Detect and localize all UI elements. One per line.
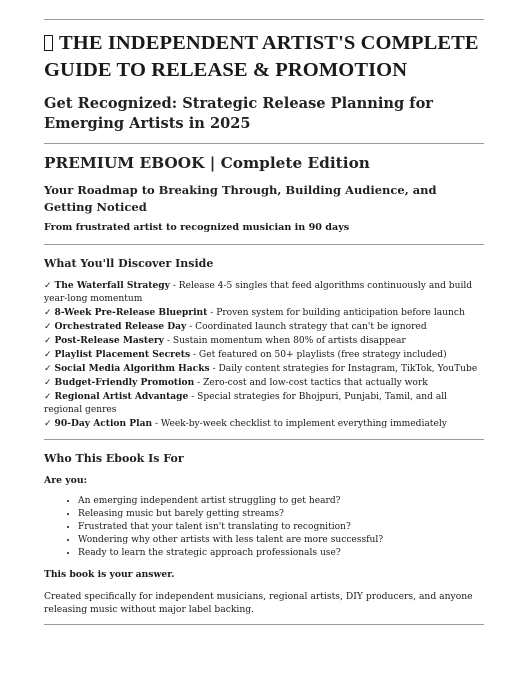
list-item: • Releasing music but barely getting streams?: [78, 508, 484, 521]
divider: [44, 244, 484, 245]
answer-statement: This book is your answer.: [44, 569, 175, 580]
item-desc: - Zero-cost and low-cost tactics that actually work: [194, 378, 428, 388]
item-desc: - Daily content strategies for Instagram, TikTok, YouTube: [209, 364, 478, 374]
check-icon: ✓: [44, 336, 52, 346]
list-item: [44, 348, 484, 362]
item-name: 90-Day Action Plan: [54, 418, 153, 429]
missing-glyph-icon: [44, 35, 53, 51]
check-icon: ✓: [44, 281, 52, 291]
roadmap-subheading: Your Roadmap to Breaking Through, Building Audience, and Getting Noticed: [44, 183, 437, 214]
item-name: Orchestrated Release Day: [54, 321, 187, 332]
check-icon: ✓: [44, 364, 52, 374]
item-desc: - Release 4-5 singles that feed algorithms continuously and build year-long momentum: [44, 281, 473, 304]
item-desc: - Week-by-week checklist to implement everything immediately: [152, 419, 447, 429]
check-icon: ✓: [44, 392, 52, 402]
item-name: Regional Artist Advantage: [54, 391, 189, 402]
item-name: Playlist Placement Secrets: [54, 349, 191, 360]
page-title: [44, 30, 484, 84]
bottom-divider: [44, 624, 484, 625]
item-desc: - Get featured on 50+ playlists (free strategy included): [190, 350, 447, 360]
item-desc: - Coordinated launch strategy that can't be ignored: [186, 322, 427, 332]
list-item: • Frustrated that your talent isn't translating to recognition?: [78, 521, 484, 534]
check-icon: ✓: [44, 378, 52, 388]
item-name: Post-Release Mastery: [54, 335, 164, 346]
list-item: [44, 376, 484, 390]
list-item: [44, 334, 484, 348]
item-desc: - Proven system for building anticipation before launch: [207, 308, 465, 318]
list-item: • Ready to learn the strategic approach professionals use?: [78, 547, 484, 560]
item-desc: - Sustain momentum when 80% of artists disappear: [163, 336, 406, 346]
audience-description: Created specifically for independent musicians, regional artists, DIY producers, and anyone releasing music without major label backing.: [44, 591, 473, 615]
check-icon: ✓: [44, 419, 52, 429]
item-name: The Waterfall Strategy: [54, 280, 170, 291]
discover-heading: What You'll Discover Inside: [44, 257, 214, 270]
divider: [44, 143, 484, 144]
edition-heading: PREMIUM EBOOK | Complete Edition: [44, 154, 370, 172]
list-item: [44, 320, 484, 334]
ebook-page: [0, 19, 526, 677]
discover-list: [44, 279, 484, 431]
list-item: [44, 279, 484, 306]
list-item: • An emerging independent artist struggling to get heard?: [78, 495, 484, 508]
divider: [44, 439, 484, 440]
list-item: [44, 306, 484, 320]
top-divider: [44, 19, 484, 20]
check-icon: ✓: [44, 308, 52, 318]
list-item: [44, 362, 484, 376]
subtitle: Get Recognized: Strategic Release Planning for Emerging Artists in 2025: [44, 95, 433, 132]
page-title-text: THE INDEPENDENT ARTIST'S COMPLETE GUIDE TO RELEASE & PROMOTION: [44, 32, 479, 81]
tagline: From frustrated artist to recognized musician in 90 days: [44, 222, 350, 233]
item-name: Budget-Friendly Promotion: [54, 377, 195, 388]
list-item: • Wondering why other artists with less talent are more successful?: [78, 534, 484, 547]
audience-list: [44, 495, 484, 560]
item-name: Social Media Algorithm Hacks: [54, 363, 210, 374]
list-item: [44, 417, 484, 431]
check-icon: ✓: [44, 322, 52, 332]
check-icon: ✓: [44, 350, 52, 360]
item-name: 8-Week Pre-Release Blueprint: [54, 307, 208, 318]
are-you-label: Are you:: [44, 475, 88, 486]
item-desc: - Special strategies for Bhojpuri, Punjabi, Tamil, and all regional genres: [44, 392, 448, 415]
who-heading: Who This Ebook Is For: [44, 452, 184, 465]
list-item: [44, 390, 484, 417]
